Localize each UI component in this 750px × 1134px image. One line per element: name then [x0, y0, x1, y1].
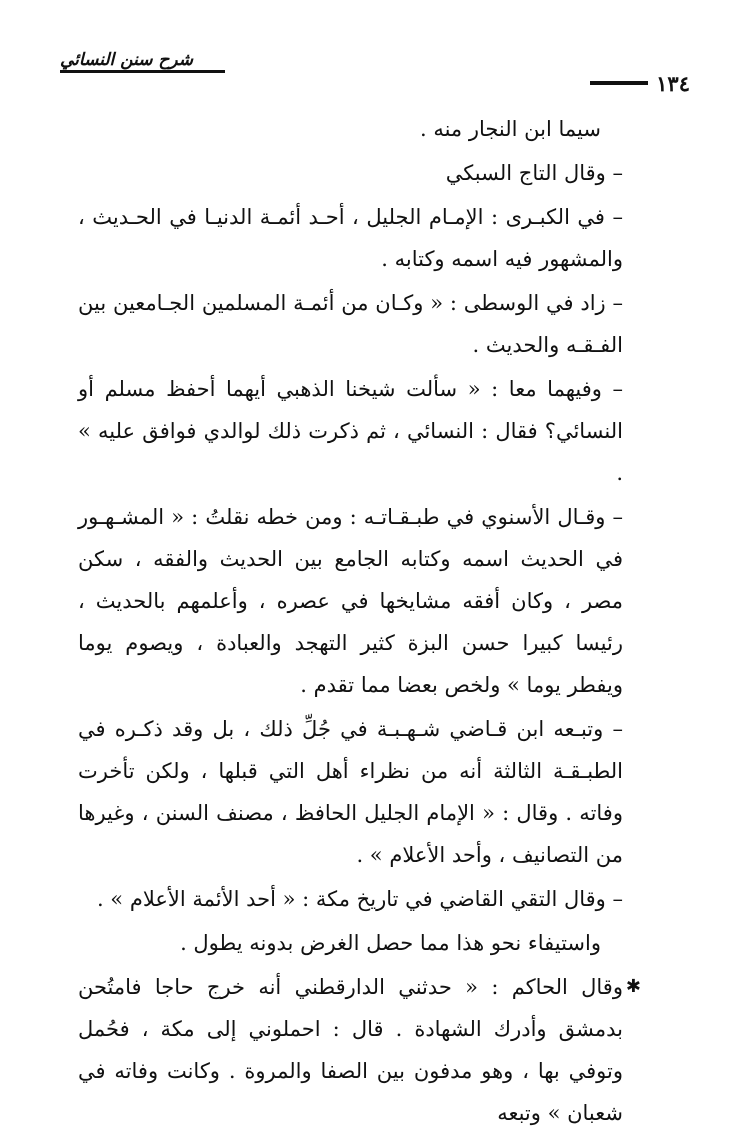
running-header-title: شرح سنن النسائي: [60, 50, 194, 70]
paragraph: وقال الحاكم : « حدثني الدارقطني أنه خرج حاجا فامتُحن بدمشق وأدرك الشهادة . قال : احملوني إلى مكة ، فحُمل وتوفي بها ، وهو مدفون بين الصفا والمروة . وكانت وفاته في شعبان » وتبعه: [78, 975, 623, 1125]
page-number-rule: [590, 81, 648, 85]
page-number-block: [590, 70, 690, 96]
star-marker-icon: ✱: [625, 976, 641, 997]
paragraph: – وقـال الأسنوي في طبـقـاتـه : ومن خطه نقلتُ : « المشـهـور في الحديث اسمه وكتابه الجامع بين الحديث والفقه ، سكن مصر ، وكان أفقه مشايخها في عصره ، وأعلمهم بالحديث ، رئيسا كبيرا حسن البزة كثير التهجد والعبادة ، ويصوم يوما ويفطر يوما » ولخص بعضا مما تقدم .: [78, 505, 623, 697]
paragraph: – زاد في الوسطى : « وكـان من أئمـة المسلمين الجـامعين بين الفـقـه والحديث .: [78, 291, 623, 357]
paragraph: – في الكبـرى : الإمـام الجليل ، أحـد أئمـة الدنيـا في الحـديث ، والمشهور فيه اسمه وكتابه .: [78, 205, 623, 271]
paragraph: – وفيهما معا : « سألت شيخنا الذهبي أيهما أحفظ مسلم أو النسائي؟ فقال : النسائي ، ثم ذكرت ذلك لوالدي فوافق عليه » .: [78, 377, 623, 485]
paragraph: واستيفاء نحو هذا مما حصل الغرض بدونه يطول .: [180, 931, 601, 955]
paragraph: – وتبـعه ابن قـاضي شـهـبـة في جُلِّ ذلك ، بل وقد ذكـره في الطبـقـة الثالثة أنه من نظراء أهل التي قبلها ، ولكن تأخرت وفاته . وقال : « الإمام الجليل الحافظ ، مصنف السنن ، وغيرها من التصانيف ، وأحد الأعلام » .: [78, 717, 623, 867]
page-body: [78, 108, 641, 1134]
paragraph: – وقال التاج السبكي: [445, 161, 623, 185]
paragraph-with-marker: [78, 966, 641, 1134]
paragraph: – وقال التقي القاضي في تاريخ مكة : « أحد الأئمة الأعلام » .: [96, 887, 623, 911]
paragraph: سيما ابن النجار منه .: [419, 117, 601, 141]
page-number: ١٣٤: [656, 70, 690, 96]
header-underline: [60, 70, 225, 73]
